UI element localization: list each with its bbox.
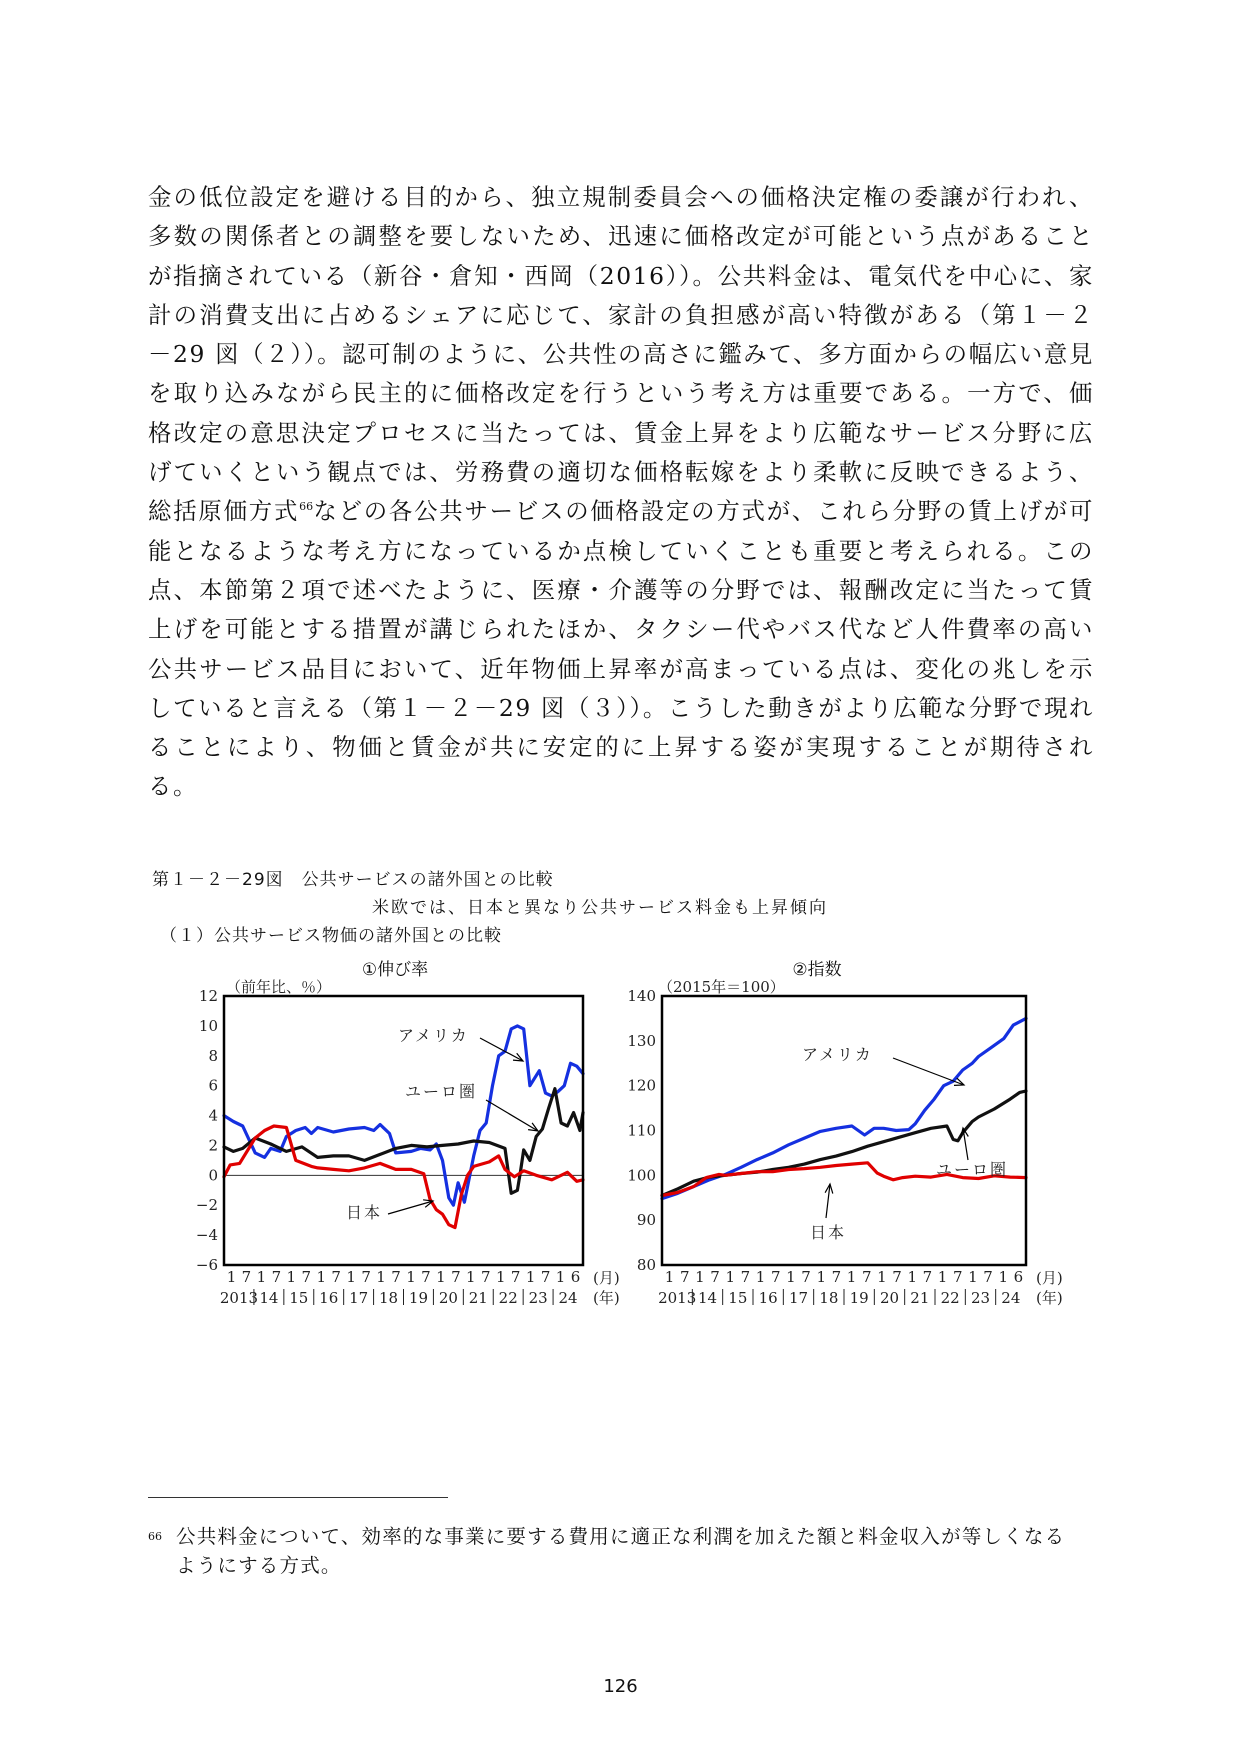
y-tick-label: 110	[627, 1121, 656, 1140]
x-tick-label: 1	[725, 1268, 736, 1286]
series-annotation: アメリカ	[398, 1026, 469, 1045]
x-tick-label: 1	[466, 1268, 476, 1286]
y-tick-label: 2	[208, 1136, 218, 1155]
figure-subtitle: 米欧では、日本と異なり公共サービス料金も上昇傾向	[372, 898, 828, 918]
x-tick-label: 1	[406, 1268, 416, 1286]
x-tick-label: 7	[679, 1268, 690, 1286]
x-tick-label: 1	[436, 1268, 446, 1286]
y-tick-label: 0	[208, 1166, 218, 1185]
x-tick-label: 7	[361, 1268, 371, 1286]
y-tick-label: 130	[627, 1031, 656, 1050]
x-year-label: 17	[788, 1289, 809, 1307]
series-annotation: ユーロ圏	[405, 1082, 478, 1101]
y-tick-label: 8	[208, 1046, 218, 1065]
series-line-1	[662, 1091, 1026, 1196]
annotation-arrow	[486, 1100, 538, 1131]
series-annotation: ユーロ圏	[936, 1160, 1009, 1179]
body-text-part1: 金の低位設定を避ける目的から、独立規制委員会への価格決定権の委譲が行われ、多数の関係者との調整を要しないため、迅速に価格改定が可能という点があることが指摘されている（新谷・倉知・西岡（2016））。公共料金は、電気代を中心に、家計の消費支出に占めるシェアに応じて、家計の負担感が高い特徴がある（第１－２－29 図（２））。認可制のように、公共性の高さに鑑みて、多方面からの幅広い意見を取り込みながら民主的に価格改定を行うという考え方は重要である。一方で、価格改定の意思決定プロセスに当たっては、賃金上昇をより広範なサービス分野に広げていくという観点では、労務費の適切な価格転嫁をより柔軟に反映できるよう、総括原価方式	[148, 183, 1094, 526]
x-tick-label: 1	[877, 1268, 887, 1286]
y-tick-label: 4	[208, 1106, 218, 1125]
x-tick-label: 7	[510, 1268, 521, 1286]
footnote-reference[interactable]: 66	[299, 500, 314, 514]
x-tick-label: 7	[391, 1268, 401, 1286]
x-tick-label: 1	[286, 1268, 297, 1286]
figure-title: 第１－２－29図 公共サービスの諸外国との比較	[152, 870, 554, 890]
x-tick-label: 1	[695, 1268, 705, 1286]
x-tick-label: 1	[555, 1268, 566, 1286]
x-year-label: 24	[558, 1289, 578, 1307]
x-tick-label: 7	[952, 1268, 963, 1286]
y-tick-label: 80	[636, 1256, 656, 1274]
x-tick-label: 7	[892, 1268, 902, 1286]
x-tick-label: 7	[740, 1268, 751, 1286]
x-tick-label: 1	[226, 1268, 237, 1286]
x-tick-label: 7	[861, 1268, 872, 1286]
annotation-arrowhead	[528, 1123, 538, 1131]
x-year-label: 20	[879, 1289, 900, 1307]
y-tick-label: −2	[195, 1196, 218, 1215]
x-year-label: 23	[528, 1289, 548, 1307]
x-year-label: 14	[259, 1289, 279, 1307]
x-year-label: 15	[728, 1289, 748, 1307]
x-tick-label: 1	[937, 1268, 948, 1286]
x-tick-label: 7	[770, 1268, 781, 1286]
x-year-label: 16	[319, 1289, 339, 1307]
x-unit-month: (月)	[1036, 1269, 1063, 1287]
footnote-divider	[148, 1497, 448, 1498]
footnote	[148, 1522, 1098, 1580]
annotation-arrow	[480, 1038, 523, 1061]
x-tick-label: 1	[495, 1268, 506, 1286]
x-tick-label: 1	[664, 1268, 675, 1286]
series-annotation: アメリカ	[802, 1045, 873, 1064]
x-tick-label: 7	[480, 1268, 491, 1286]
x-tick-label: 1	[376, 1268, 386, 1286]
footnote-text: 公共料金について、効率的な事業に要する費用に適正な利潤を加えた額と料金収入が等しくなるようにする方式。	[176, 1525, 1066, 1577]
x-year-label: 2013	[658, 1289, 697, 1307]
x-tick-label: 7	[301, 1268, 312, 1286]
x-year-label: 23	[970, 1289, 991, 1307]
y-tick-label: −4	[195, 1226, 218, 1245]
x-tick-label: 7	[983, 1268, 993, 1286]
x-tick-label: 1	[846, 1268, 857, 1286]
x-tick-label: 7	[421, 1268, 431, 1286]
chart-title: ②指数	[792, 960, 842, 980]
x-tick-label: 7	[801, 1268, 811, 1286]
x-tick-label: 1	[256, 1268, 267, 1286]
y-tick-label: 10	[198, 1016, 218, 1035]
x-tick-label: 1	[907, 1268, 918, 1286]
x-year-label: 21	[468, 1289, 488, 1307]
x-year-label: 2013	[219, 1289, 259, 1307]
x-year-label: 15	[289, 1289, 309, 1307]
series-annotation: 日本	[810, 1223, 847, 1242]
y-tick-label: −6	[195, 1256, 218, 1274]
x-year-label: 21	[910, 1289, 930, 1307]
x-tick-label: 1	[525, 1268, 536, 1286]
x-tick-label: 7	[331, 1268, 341, 1286]
x-unit-year: (年)	[593, 1289, 620, 1307]
footnote-mark: 66	[148, 1530, 162, 1543]
y-tick-label: 12	[198, 987, 218, 1005]
x-year-label: 20	[438, 1289, 458, 1307]
y-tick-label: 90	[636, 1211, 656, 1230]
y-tick-label: 6	[208, 1076, 218, 1095]
x-year-label: 18	[378, 1289, 399, 1307]
y-axis-label: （2015年＝100）	[658, 978, 785, 996]
series-line-0	[224, 1026, 583, 1205]
x-tick-label: 1	[346, 1268, 356, 1286]
body-text-part2: などの各公共サービスの価格設定の方式が、これら分野の賃上げが可能となるような考え方になっているか点検していくことも重要と考えられる。この点、本節第２項で述べたように、医療・介護等の分野では、報酬改定に当たって賃上げを可能とする措置が講じられたほか、タクシー代やバス代など人件費率の高い公共サービス品目において、近年物価上昇率が高まっている点は、変化の兆しを示していると言える（第１－２－29 図（３））。こうした動きがより広範な分野で現れることにより、物価と賃金が共に安定的に上昇する姿が実現することが期待される。	[148, 497, 1094, 801]
x-tick-label: 1	[998, 1268, 1009, 1286]
x-year-label: 17	[349, 1289, 369, 1307]
x-tick-label: 7	[451, 1268, 461, 1286]
x-tick-label: 1	[316, 1268, 327, 1286]
series-line-1	[224, 1089, 583, 1194]
x-year-label: 14	[697, 1289, 718, 1307]
y-tick-label: 100	[627, 1166, 656, 1185]
page-number: 126	[603, 1676, 638, 1697]
x-year-label: 22	[940, 1289, 960, 1307]
x-tick-label: 1	[755, 1268, 766, 1286]
x-tick-label: 1	[968, 1268, 978, 1286]
x-tick-label: 1	[786, 1268, 796, 1286]
annotation-arrow	[388, 1201, 433, 1214]
x-tick-label: 6	[570, 1268, 581, 1286]
y-axis-label: （前年比、％）	[226, 978, 332, 996]
x-tick-label: 7	[241, 1268, 252, 1286]
x-tick-label: 7	[831, 1268, 842, 1286]
x-tick-label: 7	[710, 1268, 720, 1286]
x-tick-label: 7	[540, 1268, 551, 1286]
y-tick-label: 140	[627, 987, 656, 1005]
chart-title: ①伸び率	[361, 960, 429, 980]
x-tick-label: 7	[922, 1268, 933, 1286]
series-annotation: 日本	[346, 1203, 383, 1222]
annotation-arrow	[893, 1058, 964, 1085]
x-year-label: 24	[1001, 1289, 1021, 1307]
x-tick-label: 1	[816, 1268, 827, 1286]
x-year-label: 19	[849, 1289, 869, 1307]
y-tick-label: 120	[627, 1076, 656, 1095]
x-year-label: 18	[819, 1289, 839, 1307]
x-year-label: 16	[758, 1289, 778, 1307]
x-tick-label: 6	[1013, 1268, 1024, 1286]
x-year-label: 19	[408, 1289, 429, 1307]
series-line-2	[224, 1126, 583, 1228]
x-unit-month: (月)	[593, 1269, 620, 1287]
x-year-label: 22	[498, 1289, 518, 1307]
x-unit-year: (年)	[1036, 1289, 1063, 1307]
figure-section-label: （１）公共サービス物価の諸外国との比較	[160, 926, 502, 946]
x-tick-label: 7	[271, 1268, 282, 1286]
